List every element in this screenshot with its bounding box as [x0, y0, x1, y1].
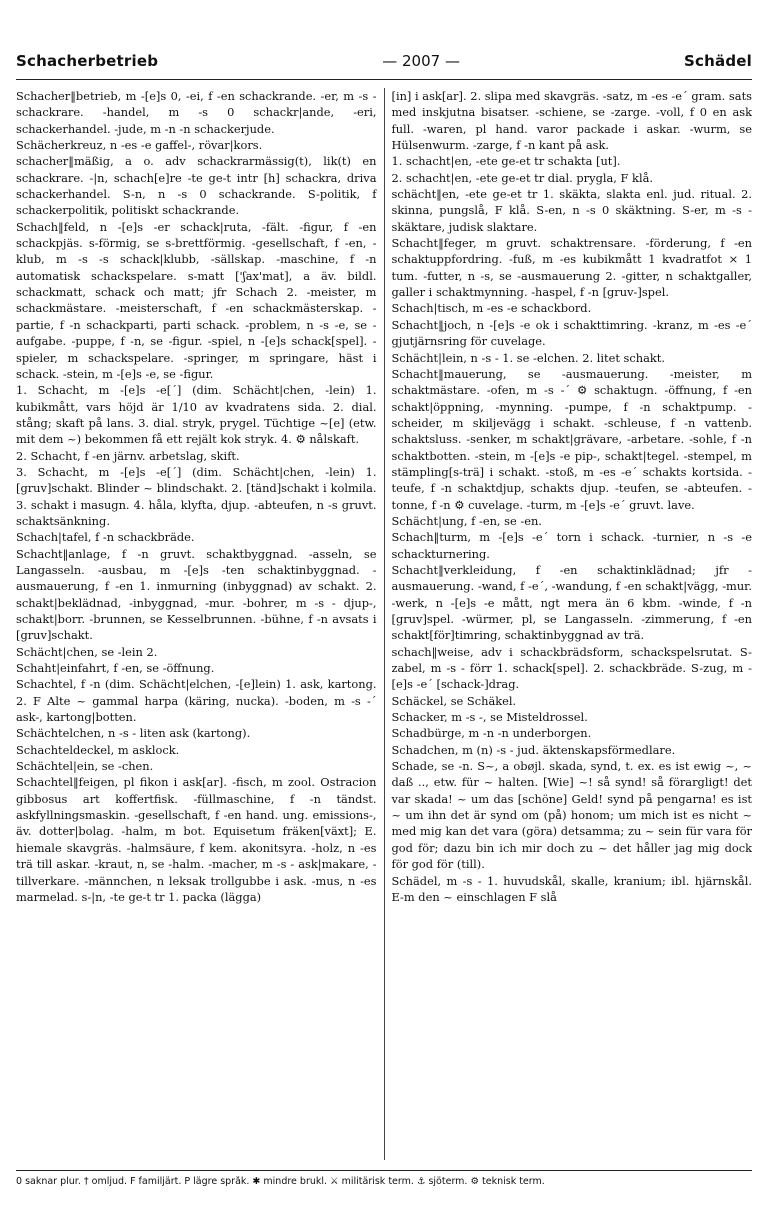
dictionary-entry: Schächtel|ein, se -chen.: [16, 759, 154, 774]
dictionary-entry: [in] i ask[ar]. 2. slipa med skavgräs. -satz, m -es -e´ gram. sats med inskjutna bisatser. -schiene, se -zarge. -voll, f 0 en ask full. -waren, pl hand. varor packade i askar. -wurm, se Hülsenwurm. -zarge, f -n kant på ask.: [391, 89, 752, 153]
header-rule: [16, 79, 752, 80]
left-running-head: Schacherbetrieb: [16, 52, 159, 70]
dictionary-entry: Schächt|ung, f -en, se -en.: [391, 513, 542, 528]
dictionary-entry: Schächtelchen, n -s - liten ask (kartong).: [16, 726, 251, 741]
dictionary-entry: Schach‖feld, n -[e]s -er schack|ruta, -fält. -figur, f -en schackpjäs. s-förmig, se s-brettförmig. -gesellschaft, f -en, -klub, m -s -s schack|klubb, -sällskap. -maschine, f -n automatisk schackspelare. s-matt ['ʃax'mat], a äv. bildl. schackmatt, schack och matt; jfr Schach 2. -meister, m schackmästare. -meisterschaft, f -en schackmästerskap. -partie, f -n schackparti, parti schack. -problem, n -s -e, se -aufgabe. -puppe, f -n, se -figur. -spiel, n -[e]s schack[spel]. -spieler, m schackspelare. -springer, m springare, häst i schack. -stein, m -[e]s -e, se -figur.: [16, 219, 377, 381]
left-column: [16, 88, 377, 1160]
dictionary-entry: schacher‖mäßig, a o. adv schackrarmässig(t), lik(t) en schackrare. -|n, schach[e]re -te ge-t intr [h] schackra, driva schackerhandel. S-n, n -s 0 schackrande. S-politik, f schackerpolitik, politiskt schackrande.: [16, 154, 377, 218]
dictionary-entry: Schacht‖mauerung, se -ausmauerung. -meister, m schaktmästare. -ofen, m -s -´ ⚙ schaktugn. -öffnung, f -en schakt|öppning, -mynning. -pumpe, f -n schaktpump. -scheider, m skiljevägg i schakt. -schleuse, f -n vattenb. schaktsluss. -senker, m schakt|grävare, -arbetare. -sohle, f -n schaktbotten. -stein, m -[e]s -e pip-, schakt|tegel. -stempel, m stämpling[s-trä] i schakt. -stoß, m -es -e´ schakts kortsida. -teufe, f -n schaktdjup, schakts djup. -teufen, se -abteufen. -tonne, f -n ⚙ cuvelage. -turm, m -[e]s -e´ gruvt. lave.: [391, 366, 752, 512]
dictionary-entry: Schadchen, m (n) -s - jud. äktenskapsförmedlare.: [391, 742, 676, 757]
dictionary-entry: Schächt|lein, n -s - 1. se -elchen. 2. litet schakt.: [391, 350, 665, 365]
dictionary-entry: Schach|tafel, f -n schackbräde.: [16, 530, 195, 545]
dictionary-entry: Schach‖turm, m -[e]s -e´ torn i schack. -turnier, n -s -e schackturnering.: [391, 530, 752, 561]
dictionary-entry: 2. Schacht, f -en järnv. arbetslag, skift.: [16, 448, 240, 463]
dictionary-entry: Schächt|chen, se -lein 2.: [16, 644, 158, 659]
right-column: [384, 88, 753, 1160]
right-running-head: Schädel: [684, 52, 752, 70]
abbreviation-legend: 0 saknar plur. † omljud. F familjärt. P lägre språk. ✱ mindre brukl. ⚔ militärisk term. ⚓ sjöterm. ⚙ teknisk term.: [16, 1176, 545, 1187]
dictionary-entry: Schädel, m -s - 1. huvudskål, skalle, kranium; ibl. hjärnskål. E-m den ~ einschlagen F slå: [391, 873, 752, 904]
dictionary-entry: Schachtel, f -n (dim. Schächt|elchen, -[e]lein) 1. ask, kartong. 2. F Alte ~ gammal harpa (käring, nucka). -boden, m -s -´ ask-, kartong|botten.: [16, 677, 377, 725]
dictionary-entry: Schadbürge, m -n -n underborgen.: [391, 726, 592, 741]
dictionary-entry: schach‖weise, adv i schackbrädsform, schackspelsrutat. S-zabel, m -s - förr 1. schack[spel]. 2. schackbräde. S-zug, m -[e]s -e´ [schack-]drag.: [391, 644, 752, 692]
dictionary-entry: 3. Schacht, m -[e]s -e[´] (dim. Schächt|chen, -lein) 1. [gruv]schakt. Blinder ~ blindschakt. 2. [tänd]schakt i kolmila. 3. schakt i masugn. 4. håla, klyfta, djup. -abteufen, n -s gruvt. schaktsänkning.: [16, 464, 377, 528]
dictionary-entry: Schacht‖joch, n -[e]s -e ok i schakttimring. -kranz, m -es -e´ gjutjärnsring för cuvelage.: [391, 317, 752, 349]
dictionary-entry: Schaht|einfahrt, f -en, se -öffnung.: [16, 661, 215, 676]
dictionary-entry: 2. schacht|en, -ete ge-et tr dial. prygla, F klå.: [391, 170, 654, 185]
dictionary-entry: Schacht‖verkleidung, f -en schaktinklädnad; jfr -ausmauerung. -wand, f -e´, -wandung, f -en schakt|vägg, -mur. -werk, n -[e]s -e mått, ngt mera än 6 kbm. -winde, f -n [gruv]spel. -würmer, pl, se Langasseln. -zimmerung, f -en schakt[för]timring, schaktinbyggnad av trä.: [391, 562, 752, 643]
dictionary-entry: 1. Schacht, m -[e]s -e[´] (dim. Schächt|chen, -lein) 1. kubikmått, vars höjd är 1/10 av kvadratens sida. 2. dial. stång; skaft på lans. 3. dial. stryk, prygel. Tüchtige ~[e] (etw. mit dem ~) bekommen få ett rejält kok stryk. 4. ⚙ nålskaft.: [16, 383, 377, 447]
page-number: — 2007 —: [382, 52, 460, 70]
footer-rule: [16, 1170, 752, 1171]
page-header: [16, 52, 752, 76]
dictionary-entry: schächt‖en, -ete ge-et tr 1. skäkta, slakta enl. jud. ritual. 2. skinna, pungslå, F klå. S-en, n -s 0 skäktning. S-er, m -s - skäktare, judisk slaktare.: [391, 187, 752, 234]
dictionary-entry: Schacher‖betrieb, m -[e]s 0, -ei, f -en schackrande. -er, m -s - schackrare. -handel, m -s 0 schackr|ande, -eri, schackerhandel. -jude, m -n -n schackerjude.: [16, 89, 377, 136]
dictionary-entry: Schächerkreuz, n -es -e gaffel-, rövar|kors.: [16, 138, 263, 153]
dictionary-entry: Schäckel, se Schäkel.: [391, 693, 517, 708]
dictionary-entry: Schacht‖anlage, f -n gruvt. schaktbyggnad. -asseln, se Langasseln. -ausbau, m -[e]s -ten schaktinbyggnad. -ausmauerung, f -en 1. inmurning (inbyggnad) av schakt. 2. schakt|beklädnad, -inbyggnad, -mur. -bohrer, m -s - djup-, schakt|borr. -brunnen, se Kesselbrunnen. -bühne, f -n avsats i [gruv]schakt.: [16, 546, 377, 643]
dictionary-entry: Schade, se -n. S~, a obøjl. skada, synd, t. ex. es ist ewig ~, ~ daß .., etw. für ~ halten. [Wie] ~! så synd! så förargligt! det var skada! ~ um das [schöne] Geld! synd på pengarna! es ist ~ um ihn det är synd om (på) honom; um mich ist es nicht ~ med mig kan det vara (göra) detsamma; zu ~ sein für vara för god för; dazu bin ich mir doch zu ~ det håller jag mig dock för god för (till).: [391, 759, 752, 872]
dictionary-entry: Schacht‖feger, m gruvt. schaktrensare. -förderung, f -en schaktuppfordring. -fuß, m -es kubikmått 1 kvadratfot × 1 tum. -futter, n -s, se -ausmauerung 2. -gitter, n schaktgaller, galler i schaktmynning. -haspel, f -n [gruv-]spel.: [391, 236, 752, 300]
dictionary-entry: Schachtel‖feigen, pl fikon i ask[ar]. -fisch, m zool. Ostracion gibbosus art koffertfisk. -füllmaschine, f -n tändst. askfyllningsmaskin. -gesellschaft, f -en hand. ung. emissions-, äv. dotter|bolag. -halm, m bot. Equisetum fräken[växt]; E. hiemale skavgräs. -halmsäure, f kem. akonitsyra. -holz, n -es trä till askar. -kraut, n, se -halm. -macher, m -s - ask|makare, -tillverkare. -männchen, n leksak trollgubbe i ask. -mus, n -es marmelad. s-|n, -te ge-t tr 1. packa (lägga): [16, 775, 377, 904]
dictionary-entry: Schach|tisch, m -es -e schackbord.: [391, 301, 592, 316]
entry-columns: [16, 88, 752, 1160]
dictionary-entry: Schachteldeckel, m asklock.: [16, 742, 180, 757]
dictionary-entry: Schacker, m -s -, se Misteldrossel.: [391, 710, 588, 725]
dictionary-entry: 1. schacht|en, -ete ge-et tr schakta [ut].: [391, 154, 621, 169]
